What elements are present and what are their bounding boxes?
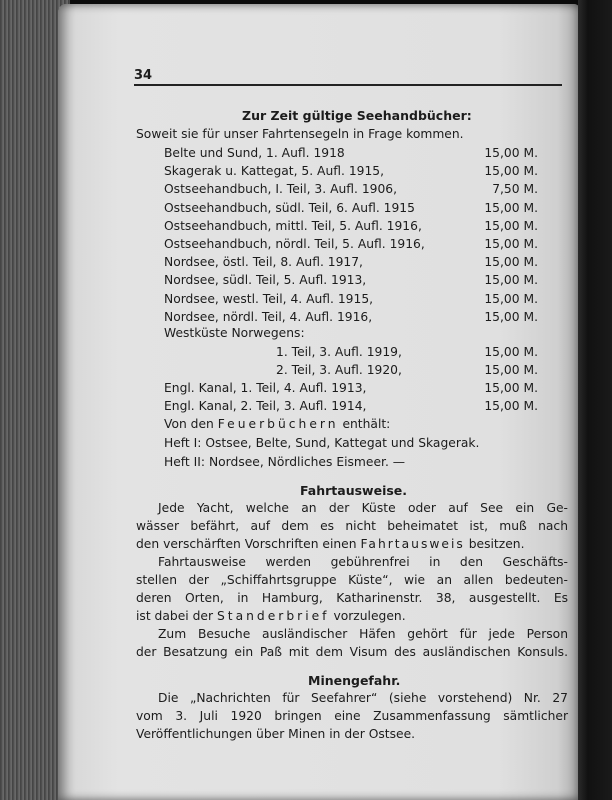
mine-line1: Die „Nachrichten für Seefahrer“ (siehe vorstehend) Nr. 27 — [158, 691, 568, 705]
book-row-title: Nordsee, südl. Teil, 5. Aufl. 1913, — [164, 273, 367, 288]
book-row-title: Nordsee, westl. Teil, 4. Aufl. 1915, — [164, 291, 374, 306]
mine-line3: Veröffentlichungen über Minen in der Ostsee. — [136, 727, 416, 741]
p2-line3: deren Orten, in Hamburg, Katharinenstr. 38, ausgestellt. Es — [136, 591, 568, 605]
book-row-title: Skagerak u. Kattegat, 5. Aufl. 1915, — [164, 164, 385, 179]
p3-line2: der Besatzung ein Paß mit dem Visum des ausländischen Konsuls. — [136, 645, 568, 659]
heft-1: Heft I: Ostsee, Belte, Sund, Kattegat und Skagerak. — [164, 436, 480, 450]
p1-line3-b: besitzen. — [468, 537, 525, 551]
section-intro: Soweit sie für unser Fahrtensegeln in Frage kommen. — [136, 127, 464, 141]
section-title-minengefahr: Minengefahr. — [308, 673, 401, 688]
p2-line2: stellen der „Schiffahrtsgruppe Küste“, wie an allen bedeuten- — [136, 573, 568, 587]
p1-line1: Jede Yacht, welche an der Küste oder auf See ein Ge- — [158, 501, 568, 515]
book-row-price: 7,50 M. — [492, 182, 538, 197]
norway-row-title: 2. Teil, 3. Aufl. 1920, — [276, 363, 402, 378]
mine-line2: vom 3. Juli 1920 bringen eine Zusammenfassung sämtlicher — [136, 709, 568, 723]
feuer-prefix: Von den — [164, 417, 214, 431]
p1-line3-spaced: Fahrtausweis — [360, 537, 465, 551]
p1-line3-a: den verschärften Vorschriften einen — [136, 537, 357, 551]
section-title-fahrtausweise: Fahrtausweise. — [300, 483, 408, 498]
p2-line4-spaced: Standerbrief — [216, 609, 330, 623]
book-row-price: 15,00 M. — [484, 200, 538, 215]
heft-2: Heft II: Nordsee, Nördliches Eismeer. — — [164, 455, 406, 469]
header-rule — [134, 84, 562, 86]
book-row-title: Ostseehandbuch, nördl. Teil, 5. Aufl. 1916, — [164, 237, 425, 251]
book-row-price: 15,00 M. — [484, 273, 538, 288]
norway-row-price: 15,00 M. — [484, 345, 538, 359]
channel-row-title: Engl. Kanal, 2. Teil, 3. Aufl. 1914, — [164, 399, 367, 414]
page-header — [78, 58, 570, 90]
book-row-title: Nordsee, östl. Teil, 8. Aufl. 1917, — [164, 255, 363, 270]
p3-line1: Zum Besuche ausländischer Häfen gehört für jede Person — [158, 627, 568, 641]
book-row-price: 15,00 M. — [484, 237, 538, 251]
book-row-price: 15,00 M. — [484, 164, 538, 179]
channel-row-price: 15,00 M. — [484, 381, 538, 395]
p2-line4-a: ist dabei der — [136, 609, 214, 623]
channel-row-price: 15,00 M. — [484, 399, 538, 414]
p2-line4 — [136, 609, 406, 623]
section-title-seehandbuecher: Zur Zeit gültige Seehandbücher: — [242, 108, 472, 123]
page-number: 34 — [134, 68, 153, 83]
book-row-title: Belte und Sund, 1. Aufl. 1918 — [164, 146, 345, 160]
feuer-suffix: enthält: — [342, 417, 391, 431]
book-row-title: Ostseehandbuch, mittl. Teil, 5. Aufl. 1916, — [164, 218, 422, 233]
norway-label: Westküste Norwegens: — [164, 326, 305, 340]
p1-line2: wässer befährt, auf dem es nicht beheimatet ist, muß nach — [136, 519, 568, 533]
norway-row-price: 15,00 M. — [484, 363, 538, 378]
book-row-price: 15,00 M. — [484, 309, 538, 324]
page-content — [78, 58, 570, 741]
book-row-title: Ostseehandbuch, südl. Teil, 6. Aufl. 1915 — [164, 200, 415, 215]
book-row-price: 15,00 M. — [484, 255, 538, 270]
feuerbuecher-line — [164, 417, 390, 431]
page-edge-shadow — [578, 0, 612, 800]
book-row-price: 15,00 M. — [484, 218, 538, 233]
norway-row-title: 1. Teil, 3. Aufl. 1919, — [276, 345, 402, 359]
feuer-spaced: Feuerbüchern — [217, 417, 339, 431]
book-row-price: 15,00 M. — [484, 291, 538, 306]
channel-row-title: Engl. Kanal, 1. Teil, 4. Aufl. 1913, — [164, 381, 367, 395]
book-row-title: Nordsee, nördl. Teil, 4. Aufl. 1916, — [164, 309, 373, 324]
book-row-price: 15,00 M. — [484, 146, 538, 160]
p1-line3 — [136, 537, 524, 551]
book-row-title: Ostseehandbuch, I. Teil, 3. Aufl. 1906, — [164, 182, 398, 197]
p2-line4-b: vorzulegen. — [333, 609, 406, 623]
p2-line1: Fahrtausweise werden gebührenfrei in den Geschäfts- — [158, 555, 568, 569]
